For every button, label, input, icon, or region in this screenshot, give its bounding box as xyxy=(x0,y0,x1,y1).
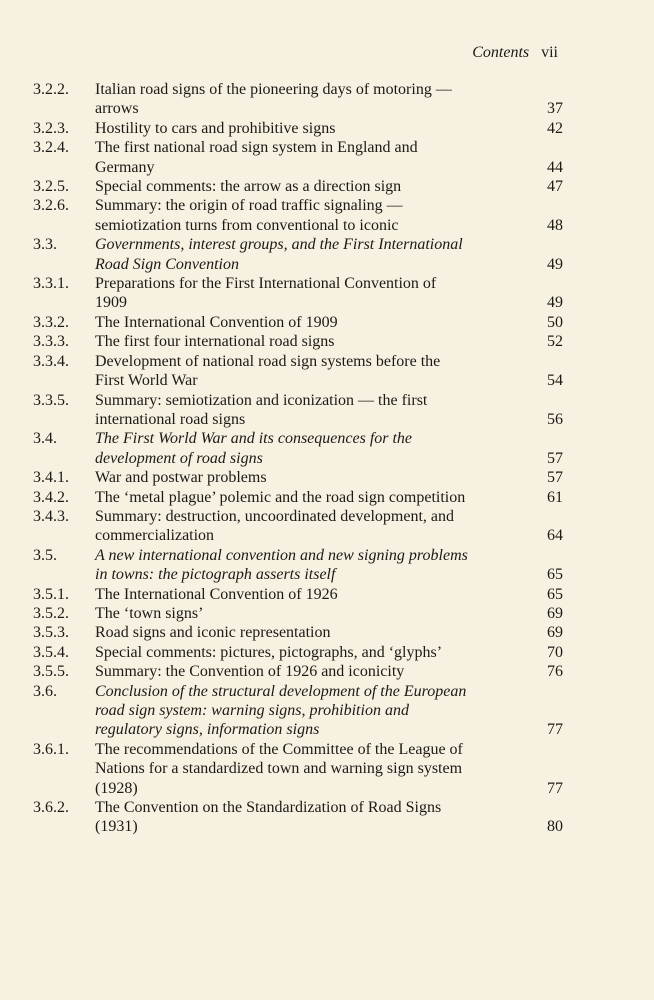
toc-entry-title: Governments, interest groups, and the First International Road Sign Convention xyxy=(95,236,463,273)
toc-entry-title: Development of national road sign systems before the First World War xyxy=(95,352,441,390)
toc-entry-number: 3.3.3. xyxy=(33,333,69,351)
toc-entry-page: 77 xyxy=(547,721,563,739)
toc-entry-title: Road signs and iconic representation xyxy=(95,624,331,642)
toc-entry-page: 77 xyxy=(547,779,563,797)
toc-entry-number: 3.3. xyxy=(33,236,57,254)
toc-entry-page: 80 xyxy=(547,818,563,836)
toc-entry-title: Summary: the Convention of 1926 and iconicity xyxy=(95,663,405,681)
toc-entry-page: 56 xyxy=(547,410,563,428)
toc-entry-title: War and postwar problems xyxy=(95,469,267,487)
toc-entry-number: 3.2.6. xyxy=(33,197,69,215)
toc-entry-title: The ‘town signs’ xyxy=(95,604,204,622)
toc-entry xyxy=(33,196,563,235)
toc-entry xyxy=(33,235,563,274)
toc-entry-number: 3.5.4. xyxy=(33,643,69,661)
toc-entry-page: 69 xyxy=(547,604,563,622)
toc-entry-page: 57 xyxy=(547,469,563,487)
toc-entry xyxy=(33,391,563,430)
toc-entry-page: 70 xyxy=(547,643,563,661)
toc-entry-page: 57 xyxy=(547,449,563,467)
toc-entry-number: 3.5.2. xyxy=(33,604,69,622)
toc-entry-title: Summary: the origin of road traffic signaling — semiotization turns from conventional to iconic xyxy=(95,197,403,234)
toc-entry-page: 44 xyxy=(547,158,563,176)
toc-entry-page: 54 xyxy=(547,372,563,390)
toc-entry-title: Italian road signs of the pioneering days of motoring — arrows xyxy=(95,81,452,118)
toc-entry-title: The first four international road signs xyxy=(95,333,335,351)
toc-entry-number: 3.5.5. xyxy=(33,663,69,681)
toc-entry-number: 3.2.2. xyxy=(33,81,69,98)
toc-entry-page: 65 xyxy=(547,566,563,584)
toc-entry-title: The recommendations of the Committee of the League of Nations for a standardized town and warning sign system (1928) xyxy=(95,740,463,797)
toc-entry-page: 49 xyxy=(547,255,563,273)
toc-entry xyxy=(33,177,563,196)
toc-entry-page: 42 xyxy=(547,119,563,137)
toc-entry-title: Summary: destruction, uncoordinated development, and commercialization xyxy=(95,507,455,545)
toc-entry-page: 50 xyxy=(547,313,563,331)
toc-entry xyxy=(33,623,563,642)
toc-entry-number: 3.4.3. xyxy=(33,507,69,525)
toc-entry xyxy=(33,274,563,313)
toc-entry xyxy=(33,313,563,332)
toc-entry-title: The first national road sign system in England and Germany xyxy=(95,139,418,176)
toc-entry xyxy=(33,604,563,623)
toc-entry-title: Conclusion of the structural development of the European road sign system: warning signs, prohibition and regulatory signs, information signs xyxy=(95,682,467,739)
running-title: Contents xyxy=(472,44,530,61)
toc-entry-page: 76 xyxy=(547,663,563,681)
toc-entry xyxy=(33,740,563,798)
toc-entry-number: 3.3.4. xyxy=(33,352,69,370)
toc-entry xyxy=(33,798,563,837)
toc-entry xyxy=(33,80,563,119)
toc-entry-number: 3.2.5. xyxy=(33,178,69,196)
toc-entry xyxy=(33,119,563,138)
page-header xyxy=(472,44,558,62)
toc-entry-page: 47 xyxy=(547,178,563,196)
toc-entry-title: The ‘metal plague’ polemic and the road sign competition xyxy=(95,488,466,506)
toc-entry-title: Preparations for the First International Convention of 1909 xyxy=(95,275,437,312)
toc-entry xyxy=(33,507,563,546)
toc-entry xyxy=(33,585,563,604)
toc-entry-page: 52 xyxy=(547,333,563,351)
toc-entry-title: A new international convention and new signing problems in towns: the pictograph asserts itself xyxy=(95,546,468,584)
table-of-contents xyxy=(33,80,563,837)
page-number: vii xyxy=(541,44,558,61)
toc-entry-title: Special comments: the arrow as a direction sign xyxy=(95,178,402,196)
toc-entry-page: 69 xyxy=(547,624,563,642)
toc-entry-title: Hostility to cars and prohibitive signs xyxy=(95,119,336,137)
toc-entry-page: 48 xyxy=(547,216,563,234)
toc-entry-number: 3.3.1. xyxy=(33,275,69,293)
toc-entry xyxy=(33,332,563,351)
toc-entry-title: The First World War and its consequences for the development of road signs xyxy=(95,430,413,467)
toc-entry-number: 3.4. xyxy=(33,430,57,448)
toc-entry xyxy=(33,429,563,468)
toc-entry-title: Summary: semiotization and iconization — the first international road signs xyxy=(95,391,428,428)
toc-entry xyxy=(33,546,563,585)
toc-entry xyxy=(33,138,563,177)
toc-entry xyxy=(33,682,563,740)
toc-entry-number: 3.6.1. xyxy=(33,740,69,758)
toc-entry xyxy=(33,662,563,681)
toc-entry xyxy=(33,488,563,507)
toc-entry-number: 3.5.3. xyxy=(33,624,69,642)
toc-entry-page: 37 xyxy=(547,100,563,118)
toc-entry-page: 64 xyxy=(547,527,563,545)
toc-entry-number: 3.3.5. xyxy=(33,391,69,409)
toc-entry-page: 49 xyxy=(547,294,563,312)
toc-entry-page: 65 xyxy=(547,585,563,603)
toc-entry-title: The International Convention of 1926 xyxy=(95,585,338,603)
toc-entry-title: Special comments: pictures, pictographs, and ‘glyphs’ xyxy=(95,643,443,661)
toc-entry-number: 3.4.1. xyxy=(33,469,69,487)
toc-entry-number: 3.5.1. xyxy=(33,585,69,603)
toc-entry-title: The Convention on the Standardization of Road Signs (1931) xyxy=(95,799,442,836)
toc-entry-number: 3.6. xyxy=(33,682,57,700)
toc-entry-number: 3.2.4. xyxy=(33,139,69,157)
toc-entry-number: 3.5. xyxy=(33,546,57,564)
toc-entry-number: 3.4.2. xyxy=(33,488,69,506)
toc-entry-number: 3.6.2. xyxy=(33,799,69,817)
toc-entry xyxy=(33,643,563,662)
toc-entry-number: 3.3.2. xyxy=(33,313,69,331)
toc-entry-title: The International Convention of 1909 xyxy=(95,313,338,331)
toc-entry xyxy=(33,468,563,487)
toc-entry xyxy=(33,352,563,391)
toc-entry-page: 61 xyxy=(547,488,563,506)
toc-entry-number: 3.2.3. xyxy=(33,119,69,137)
